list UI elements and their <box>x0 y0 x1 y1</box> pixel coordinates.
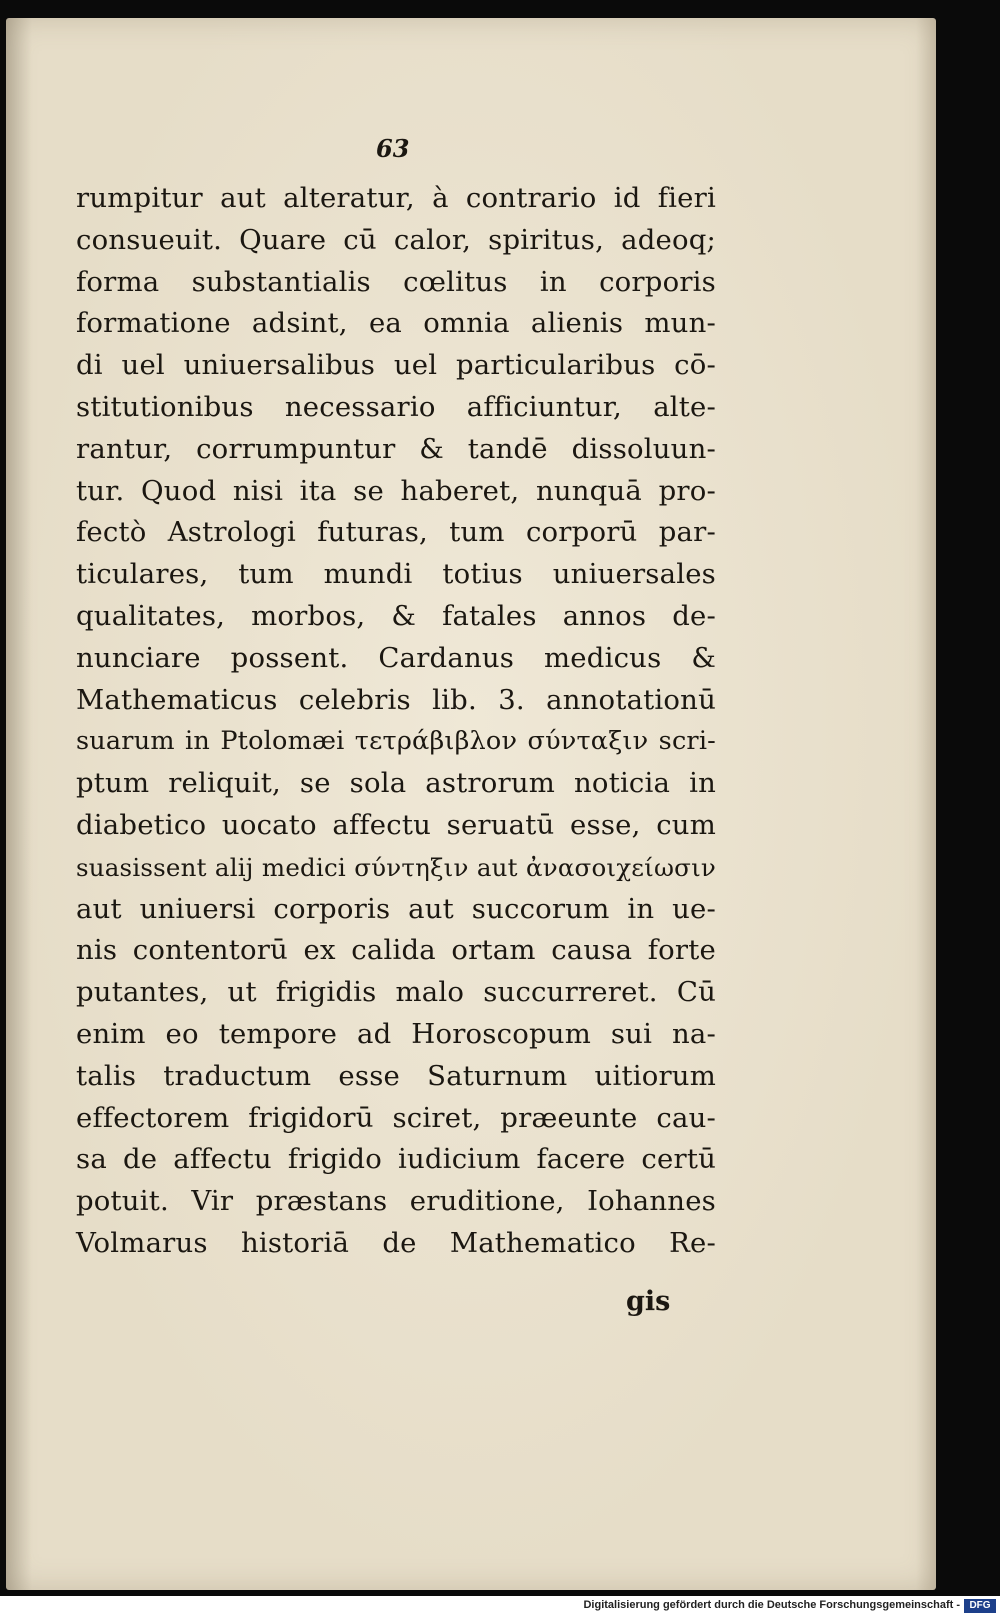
text-line: nis contentorū ex calida ortam causa forte <box>76 934 716 967</box>
text-line: aut uniuersi corporis aut succorum in ue- <box>76 892 716 925</box>
text-line: talis traductum esse Saturnum uitiorum <box>76 1059 716 1092</box>
text-line: consueuit. Quare cū calor, spiritus, adeoq; <box>76 223 716 256</box>
page-number: 63 <box>376 134 410 163</box>
book-page <box>6 18 936 1590</box>
text-line: suasissent alij medici σύντηξιν aut ἀνασοιχείωσιν <box>76 852 716 882</box>
text-line: potuit. Vir præstans eruditione, Iohannes <box>76 1185 716 1218</box>
text-line: suarum in Ptolomæi τετράβιβλον σύνταξιν scri- <box>76 726 716 757</box>
text-line: diabetico uocato affectu seruatū esse, cum <box>76 808 716 841</box>
text-line: stitutionibus necessario afficiuntur, alte- <box>76 390 716 423</box>
text-line: di uel uniuersalibus uel particularibus cō- <box>76 349 716 382</box>
text-line: fectò Astrologi futuras, tum corporū par- <box>76 516 716 549</box>
catchword: gis <box>626 1286 671 1317</box>
text-line: forma substantialis cœlitus in corporis <box>76 265 716 298</box>
text-line: Volmarus historiā de Mathematico Re- <box>76 1226 716 1259</box>
text-line: sa de affectu frigido iudicium facere certū <box>76 1143 716 1176</box>
footer-credit: Digitalisierung gefördert durch die Deutsche Forschungsgemeinschaft - <box>583 1599 960 1611</box>
text-line: enim eo tempore ad Horoscopum sui na- <box>76 1017 716 1050</box>
text-line: qualitates, morbos, & fatales annos de- <box>76 599 716 632</box>
text-line: formatione adsint, ea omnia alienis mun- <box>76 307 716 340</box>
text-line: nunciare possent. Cardanus medicus & <box>76 641 716 674</box>
text-line: Mathematicus celebris lib. 3. annotationū <box>76 683 716 716</box>
footer-bar <box>0 1596 1000 1617</box>
body-text <box>76 178 716 1265</box>
text-line: rantur, corrumpuntur & tandē dissoluun- <box>76 432 716 465</box>
text-line: effectorem frigidorū sciret, præeunte cau- <box>76 1101 716 1134</box>
text-line: rumpitur aut alteratur, à contrario id fieri <box>76 182 716 214</box>
text-line: ptum reliquit, se sola astrorum noticia in <box>76 767 716 800</box>
dfg-logo-icon: DFG <box>964 1599 996 1613</box>
text-line: tur. Quod nisi ita se haberet, nunquā pro- <box>76 474 716 507</box>
text-line: putantes, ut frigidis malo succurreret. Cū <box>76 976 716 1009</box>
text-line: ticulares, tum mundi totius uniuersales <box>76 558 716 591</box>
